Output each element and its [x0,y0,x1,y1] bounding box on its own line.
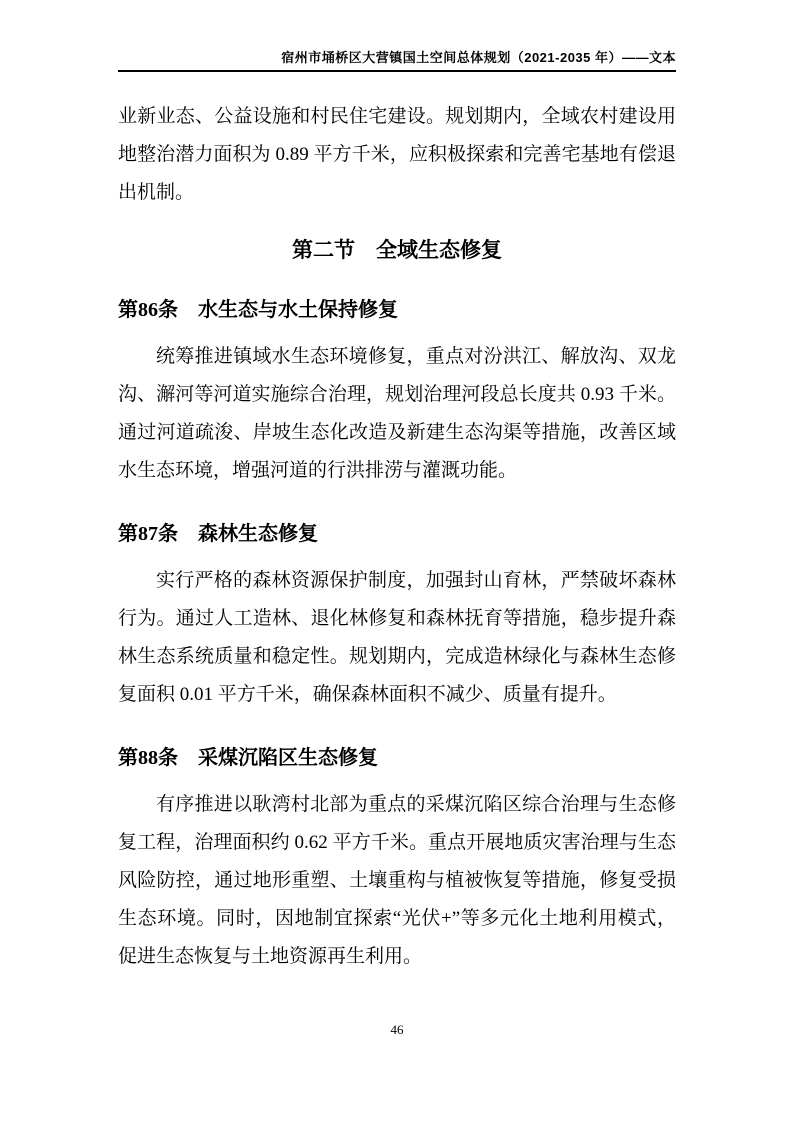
page-header [118,0,676,70]
article-paragraph-88: 有序推进以耿湾村北部为重点的采煤沉陷区综合治理与生态修复工程，治理面积约 0.62 平方千米。重点开展地质灾害治理与生态风险防控，通过地形重塑、土壤重构与植被恢复等措施，修复受损生态环境。同时，因地制宜探索“光伏+”等多元化土地利用模式，促进生态恢复与土地资源再生利用。 [118,794,676,967]
article-heading-87: 第87条 森林生态修复 [118,523,318,545]
section-title: 第二节 全域生态修复 [292,239,502,262]
body-paragraph-continuation: 业新业态、公益设施和村民住宅建设。规划期内，全域农村建设用地整治潜力面积为 0.89 平方千米，应积极探索和完善宅基地有偿退出机制。 [118,106,676,203]
article-heading-86: 第86条 水生态与水土保持修复 [118,299,398,321]
header-title: 宿州市埇桥区大营镇国土空间总体规划（2021-2035 年）——文本 [281,50,676,65]
article-paragraph-87: 实行严格的森林资源保护制度，加强封山育林，严禁破坏森林行为。通过人工造林、退化林修复和森林抚育等措施，稳步提升森林生态系统质量和稳定性。规划期内，完成造林绿化与森林生态修复面积 0.01 平方千米，确保森林面积不减少、质量有提升。 [118,570,676,705]
article-paragraph-86: 统筹推进镇域水生态环境修复，重点对汾洪江、解放沟、双龙沟、澥河等河道实施综合治理，规划治理河段总长度共 0.93 千米。通过河道疏浚、岸坡生态化改造及新建生态沟渠等措施，改善区域水生态环境，增强河道的行洪排涝与灌溉功能。 [118,346,676,481]
page-content [118,0,676,976]
article-heading-88: 第88条 采煤沉陷区生态修复 [118,747,378,769]
header-rule [118,70,676,72]
footer-page-number: 46 [390,1022,404,1037]
